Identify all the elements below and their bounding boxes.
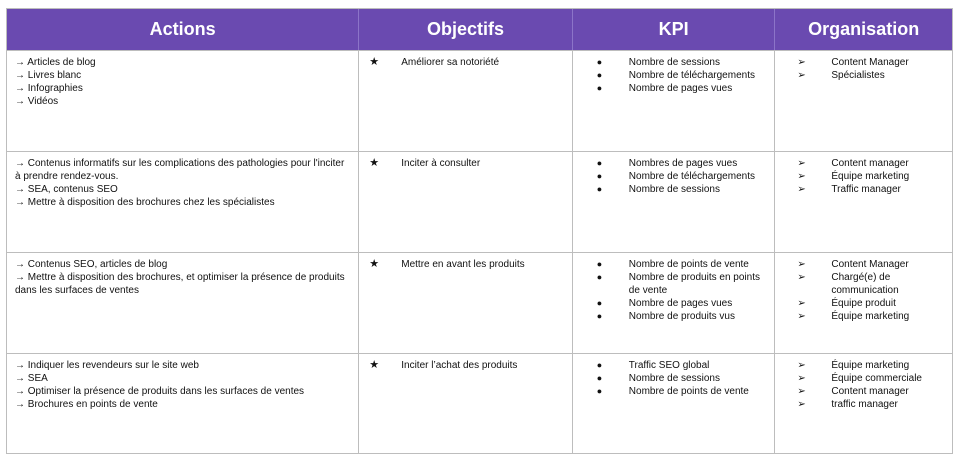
arrowhead-icon: ➢	[797, 158, 806, 169]
organisation-item	[775, 359, 952, 372]
header-objectifs: Objectifs	[359, 9, 573, 50]
organisation-item	[775, 372, 952, 385]
bullet-icon: ●	[596, 57, 603, 67]
header-actions: Actions	[7, 9, 359, 50]
bullet-icon: ●	[596, 298, 603, 308]
action-item: → Vidéos	[15, 96, 59, 107]
arrowhead-icon: ➢	[797, 311, 806, 322]
organisation-text: Chargé(e) de communication	[831, 272, 899, 296]
kpi-item	[573, 372, 775, 385]
action-item: → Optimiser la présence de produits dans les surfaces de ventes	[15, 386, 305, 397]
header-organisation: Organisation	[808, 19, 920, 39]
objectif-text: Inciter l’achat des produits	[401, 360, 518, 371]
actions-list	[7, 258, 358, 297]
kpi-cell	[573, 51, 776, 151]
kpi-cell	[573, 152, 776, 252]
arrowhead-icon: ➢	[797, 57, 806, 68]
objectif-text: Inciter à consulter	[401, 158, 481, 169]
actions-cell	[7, 51, 359, 151]
action-item: → Indiquer les revendeurs sur le site web	[15, 360, 199, 371]
organisation-text: Spécialistes	[831, 70, 885, 81]
arrowhead-icon: ➢	[797, 360, 806, 371]
kpi-item	[573, 82, 775, 95]
star-icon: ★	[369, 157, 380, 169]
arrowhead-icon: ➢	[797, 373, 806, 384]
action-item: → Mettre à disposition des brochures chez les spécialistes	[15, 197, 275, 208]
objectif-cell	[359, 354, 573, 454]
arrowhead-icon: ➢	[797, 272, 806, 283]
organisation-item	[775, 69, 952, 82]
star-icon: ★	[369, 56, 380, 68]
organisation-cell	[775, 152, 952, 252]
kpi-item	[573, 183, 775, 196]
kpi-text: Nombre de sessions	[628, 57, 720, 68]
kpi-text: Traffic SEO global	[628, 360, 710, 371]
objectif-text: Améliorer sa notoriété	[401, 57, 500, 68]
arrowhead-icon: ➢	[797, 171, 806, 182]
kpi-item	[573, 310, 775, 323]
organisation-item	[775, 56, 952, 69]
kpi-item	[573, 157, 775, 170]
arrowhead-icon: ➢	[797, 386, 806, 397]
arrowhead-icon: ➢	[797, 259, 806, 270]
arrowhead-icon: ➢	[797, 184, 806, 195]
strategy-table	[6, 8, 953, 454]
table-body	[7, 50, 952, 454]
organisation-item	[775, 170, 952, 183]
kpi-text: Nombre de sessions	[628, 373, 720, 384]
arrowhead-icon: ➢	[797, 399, 806, 410]
table-row	[7, 151, 952, 252]
bullet-icon: ●	[596, 158, 603, 168]
table-header-row	[7, 9, 952, 50]
organisation-text: Content Manager	[831, 57, 909, 68]
actions-cell	[7, 253, 359, 353]
bullet-icon: ●	[596, 311, 603, 321]
kpi-cell	[573, 253, 776, 353]
objectif-item	[359, 56, 572, 69]
kpi-item	[573, 359, 775, 372]
objectif-item	[359, 157, 572, 170]
organisation-cell	[775, 51, 952, 151]
star-icon: ★	[369, 258, 380, 270]
organisation-text: Content manager	[831, 386, 909, 397]
objectif-cell	[359, 152, 573, 252]
kpi-text: Nombre de points de vente	[628, 386, 749, 397]
kpi-text: Nombre de pages vues	[628, 298, 733, 309]
kpi-cell	[573, 354, 776, 454]
objectif-cell	[359, 253, 573, 353]
action-item: → SEA	[15, 373, 48, 384]
organisation-text: Équipe commerciale	[831, 373, 922, 384]
bullet-icon: ●	[596, 373, 603, 383]
organisation-item	[775, 310, 952, 323]
header-kpi: KPI	[573, 9, 776, 50]
objectif-cell	[359, 51, 573, 151]
action-item: → Brochures en points de vente	[15, 399, 158, 410]
bullet-icon: ●	[596, 360, 603, 370]
organisation-item	[775, 398, 952, 411]
table-row	[7, 252, 952, 353]
organisation-text: traffic manager	[831, 399, 898, 410]
kpi-text: Nombre de produits vus	[628, 311, 735, 322]
organisation-cell	[775, 253, 952, 353]
organisation-text: Équipe marketing	[831, 171, 910, 182]
bullet-icon: ●	[596, 184, 603, 194]
kpi-text: Nombre de pages vues	[628, 83, 733, 94]
kpi-item	[573, 271, 775, 297]
organisation-item	[775, 385, 952, 398]
bullet-icon: ●	[596, 386, 603, 396]
star-icon: ★	[369, 359, 380, 371]
table-row	[7, 50, 952, 151]
bullet-icon: ●	[596, 83, 603, 93]
organisation-cell	[775, 354, 952, 454]
kpi-text: Nombre de téléchargements	[628, 70, 755, 81]
objectif-item	[359, 359, 572, 372]
organisation-text: Content manager	[831, 158, 909, 169]
arrowhead-icon: ➢	[797, 298, 806, 309]
organisation-item	[775, 297, 952, 310]
action-item: → Contenus informatifs sur les complications des pathologies pour l'inciter à prendre rendez-vous.	[15, 158, 345, 182]
arrowhead-icon: ➢	[797, 70, 806, 81]
bullet-icon: ●	[596, 272, 603, 282]
kpi-item	[573, 297, 775, 310]
kpi-item	[573, 69, 775, 82]
organisation-item	[775, 258, 952, 271]
kpi-item	[573, 56, 775, 69]
action-item: → Infographies	[15, 83, 83, 94]
kpi-item	[573, 258, 775, 271]
actions-list	[7, 359, 358, 411]
bullet-icon: ●	[596, 70, 603, 80]
kpi-item	[573, 170, 775, 183]
organisation-text: Équipe marketing	[831, 360, 910, 371]
organisation-text: Traffic manager	[831, 184, 901, 195]
table-row	[7, 353, 952, 454]
action-item: → SEA, contenus SEO	[15, 184, 118, 195]
actions-cell	[7, 354, 359, 454]
kpi-item	[573, 385, 775, 398]
action-item: → Contenus SEO, articles de blog	[15, 259, 168, 270]
kpi-text: Nombre de téléchargements	[628, 171, 755, 182]
organisation-item	[775, 271, 952, 297]
actions-cell	[7, 152, 359, 252]
objectif-item	[359, 258, 572, 271]
bullet-icon: ●	[596, 259, 603, 269]
action-item: → Mettre à disposition des brochures, et optimiser la présence de produits dans les surfaces de ventes	[15, 272, 345, 296]
organisation-text: Content Manager	[831, 259, 909, 270]
organisation-text: Équipe produit	[831, 298, 896, 309]
bullet-icon: ●	[596, 171, 603, 181]
organisation-text: Équipe marketing	[831, 311, 910, 322]
kpi-text: Nombre de sessions	[628, 184, 720, 195]
kpi-text: Nombres de pages vues	[628, 158, 738, 169]
objectif-text: Mettre en avant les produits	[401, 259, 525, 270]
action-item: → Articles de blog	[15, 57, 96, 68]
organisation-item	[775, 183, 952, 196]
actions-list	[7, 157, 358, 209]
organisation-item	[775, 157, 952, 170]
actions-list	[7, 56, 358, 108]
kpi-text: Nombre de produits en points de vente	[628, 272, 760, 296]
kpi-text: Nombre de points de vente	[628, 259, 749, 270]
action-item: → Livres blanc	[15, 70, 82, 81]
